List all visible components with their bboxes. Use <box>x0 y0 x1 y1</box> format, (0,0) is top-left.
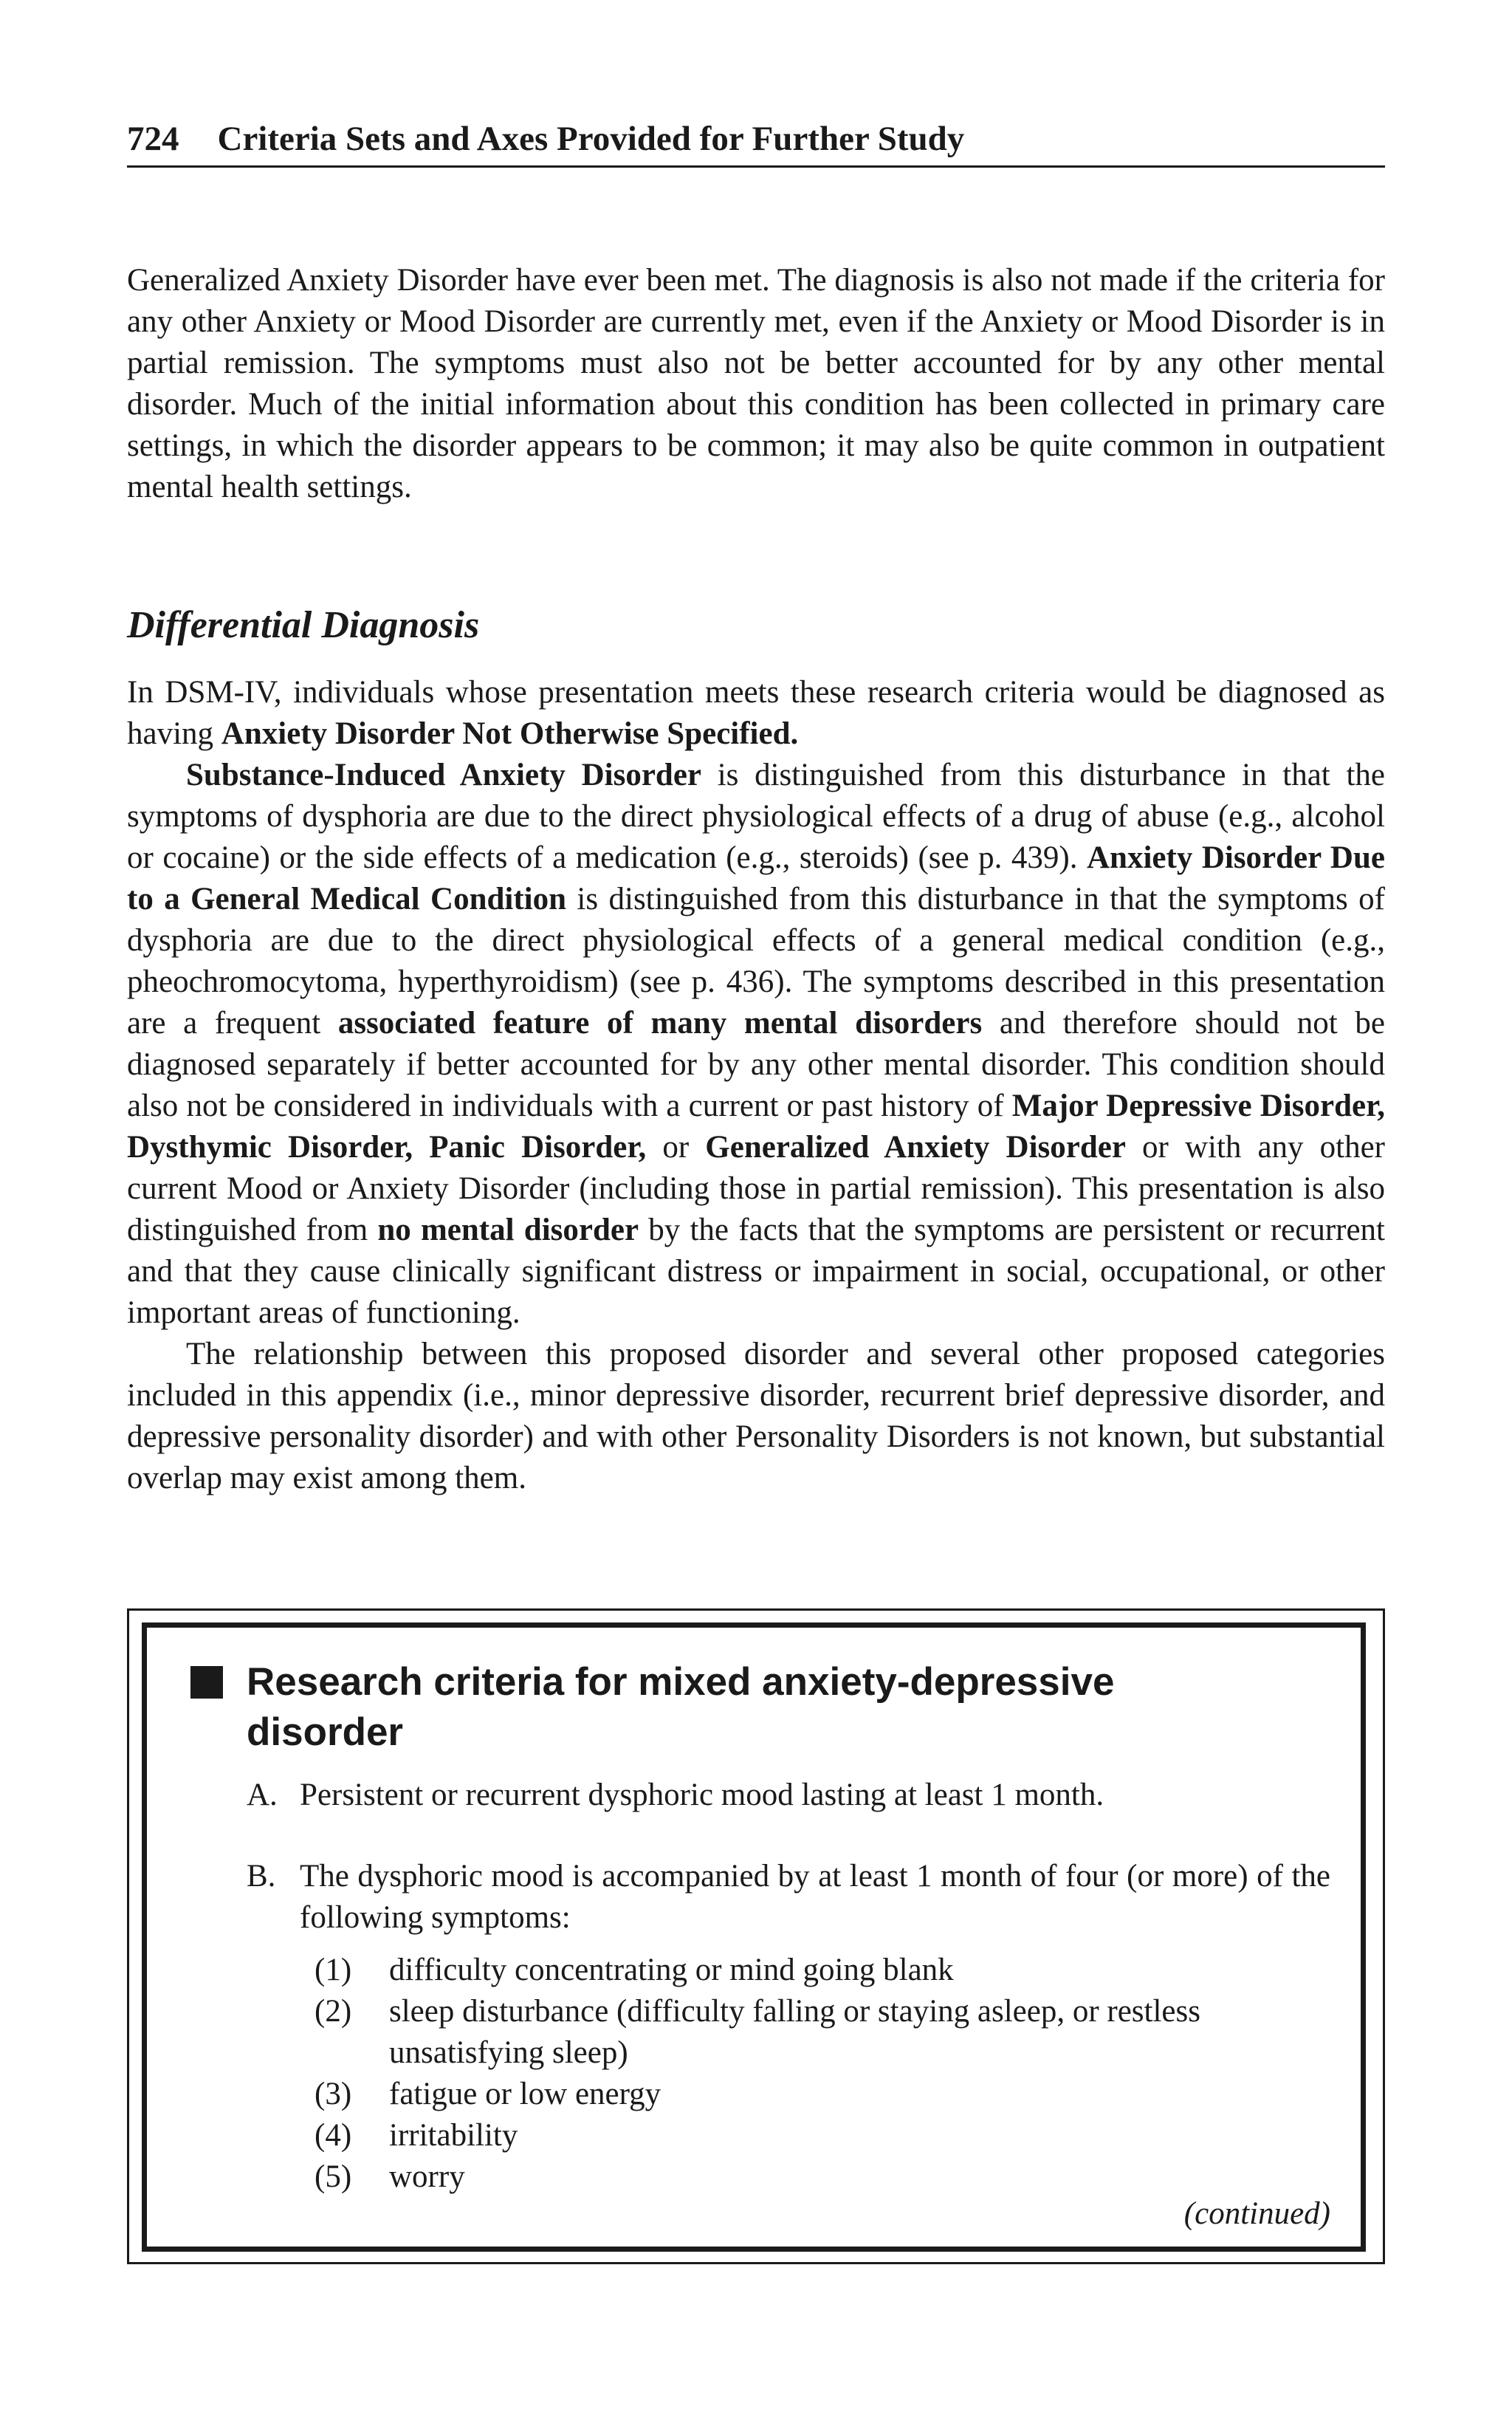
symptom-text: sleep disturbance (difficulty falling or staying asleep, or restless unsatisfying sleep) <box>389 1994 1200 2070</box>
criterion-label: B. <box>247 1859 276 1894</box>
differential-paragraph-2 <box>127 755 1385 1334</box>
p2-bold-3: associated feature of many mental disorders <box>337 1006 983 1041</box>
criterion-label: A. <box>247 1778 278 1812</box>
symptom-text: fatigue or low energy <box>389 2077 662 2111</box>
section-heading-differential-diagnosis: Differential Diagnosis <box>127 604 480 646</box>
symptom-text: difficulty concentrating or mind going blank <box>389 1953 954 1987</box>
p2-bold-2: Anxiety Disorder Due to a General Medical Condition <box>127 840 1385 916</box>
continued-note: (continued) <box>1183 2196 1330 2231</box>
running-header <box>127 117 1385 161</box>
p1-bold: Anxiety Disorder Not Otherwise Specified. <box>221 716 799 751</box>
differential-paragraph-3: The relationship between this proposed disorder and several other proposed categories included in this appendix (i.e., minor depressive disorder, recurrent brief depressive disorder, and depressive personality disorder) and with other Personality Disorders is not known, but substantial overlap may exist among them. <box>127 1337 1385 1495</box>
symptom-number: (3) <box>315 2077 352 2111</box>
symptom-text: worry <box>389 2159 465 2194</box>
p2-bold-1: Substance-Induced Anxiety Disorder <box>186 758 702 792</box>
symptom-number: (1) <box>315 1953 352 1987</box>
p2-text-5: or with any other current Mood or Anxiety Disorder (including those in partial remission). This presentation is also distinguished from <box>127 1130 1386 1247</box>
criteria-box-title: Research criteria for mixed anxiety-depressive disorder <box>247 1660 1115 1754</box>
p2-text-1: is distinguished from this disturbance in that the symptoms of dysphoria are due to the direct physiological effects of a drug of abuse (e.g., alcohol or cocaine) or the side effects of a medication (e.g., steroids) (see p. 439). <box>127 758 1385 875</box>
p1-text: In DSM-IV, individuals whose presentation meets these research criteria would be diagnosed as having <box>127 675 1385 751</box>
criterion-text: Persistent or recurrent dysphoric mood lasting at least 1 month. <box>300 1778 1104 1812</box>
header-rule <box>127 165 1385 168</box>
intro-paragraph <box>127 260 1385 508</box>
p2-bold-4: Major Depressive Disorder, Dysthymic Disorder, Panic Disorder, <box>127 1089 1386 1165</box>
criterion-text: The dysphoric mood is accompanied by at least 1 month of four (or more) of the following symptoms: <box>300 1859 1330 1935</box>
symptom-number: (4) <box>315 2118 352 2153</box>
intro-text: Generalized Anxiety Disorder have ever been met. The diagnosis is also not made if the criteria for any other Anxiety or Mood Disorder are currently met, even if the Anxiety or Mood Disorder is in partial remission. The symptoms must also not be better accounted for by any other mental disorder. Much of the initial information about this condition has been collected in primary care settings, in which the disorder appears to be common; it may also be quite common in outpatient mental health settings. <box>127 263 1385 504</box>
header-title: Criteria Sets and Axes Provided for Further Study <box>217 120 965 158</box>
differential-body <box>127 672 1385 1499</box>
page-number: 724 <box>127 120 179 158</box>
p2-text-6: by the facts that the symptoms are persistent or recurrent and that they cause clinically significant distress or impairment in social, occupational, or other important areas of functioning. <box>127 1213 1385 1330</box>
p2-bold-6: no mental disorder <box>377 1213 639 1247</box>
square-bullet-icon <box>190 1666 223 1699</box>
symptom-number: (2) <box>315 1994 352 2029</box>
symptom-text: irritability <box>389 2118 518 2153</box>
differential-paragraph-1 <box>127 672 1385 755</box>
symptom-number: (5) <box>315 2159 352 2194</box>
p2-text-2: is distinguished from this disturbance in that the symptoms of dysphoria are due to the direct physiological effects of a general medical condition (e.g., pheochromocytoma, hyperthyroidism) (see p. 436). The symptoms described in this presentation are a frequent <box>127 882 1385 1041</box>
p2-text-4: or <box>646 1130 706 1165</box>
p2-text-3: and therefore should not be diagnosed separately if better accounted for by any other mental disorder. This condition should also not be considered in individuals with a current or past history of <box>127 1006 1385 1123</box>
p2-bold-5: Generalized Anxiety Disorder <box>705 1130 1126 1165</box>
